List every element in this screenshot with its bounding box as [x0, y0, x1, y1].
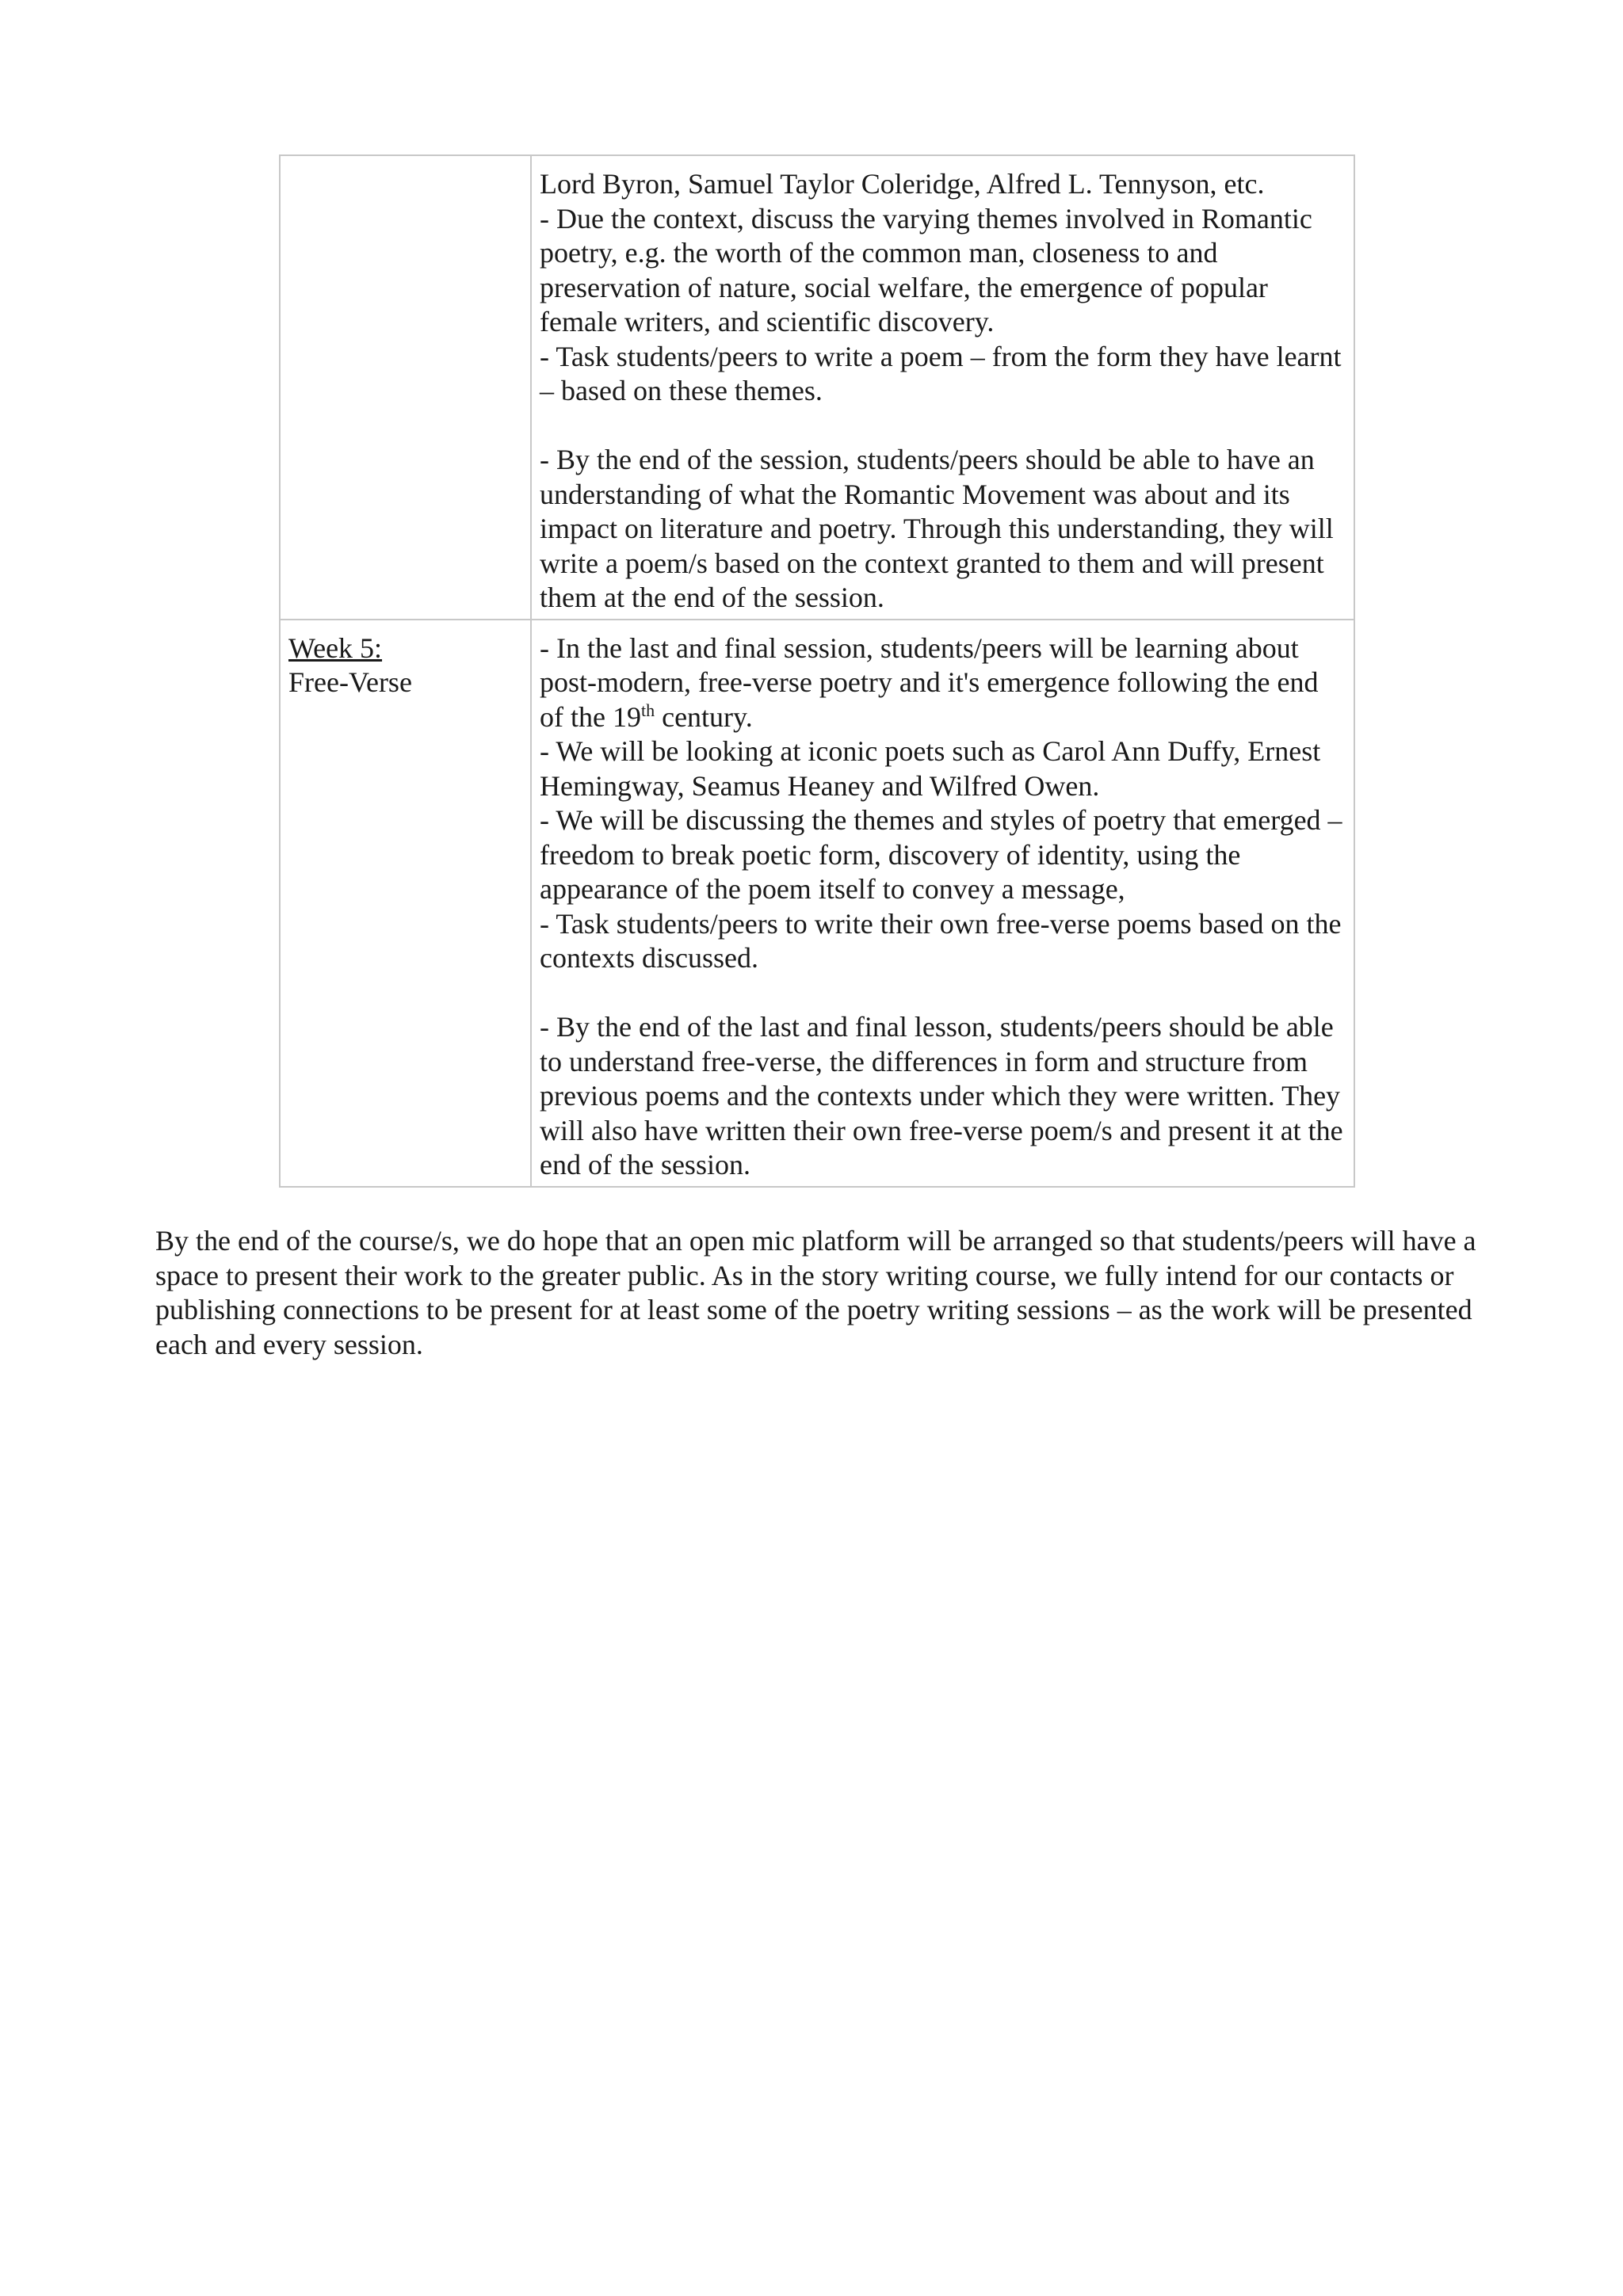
blank-line [540, 976, 1346, 1011]
description-line [540, 631, 1346, 735]
description-line: - Task students/peers to write a poem – from the form they have learnt – based on these themes. [540, 340, 1349, 406]
course-plan-table [279, 154, 1355, 1188]
table-row-week-5 [280, 620, 1354, 1187]
week-cell [280, 155, 531, 620]
description-line: Lord Byron, Samuel Taylor Coleridge, Alfred L. Tennyson, etc. [540, 168, 1265, 200]
description-text: century. [655, 700, 753, 733]
description-text: - In the last and final session, students/peers will be learning about post-modern, free-verse poetry and it's emergence following the end of the 19 [540, 631, 1326, 733]
week-cell [280, 620, 531, 1187]
blank-line [540, 409, 1346, 444]
session-description-cell [531, 620, 1354, 1187]
description-line: - We will be looking at iconic poets such as Carol Ann Duffy, Ernest Hemingway, Seamus Heaney and Wilfred Owen. [540, 735, 1328, 802]
description-line: - Task students/peers to write their own free-verse poems based on the contexts discussed. [540, 907, 1349, 974]
table-row-week-4-continued [280, 155, 1354, 620]
week-topic: Free-Verse [288, 666, 412, 698]
description-line: - Due the context, discuss the varying themes involved in Romantic poetry, e.g. the worth of the common man, closeness to and preservation of nature, social welfare, the emergence of popular female writers, and scientific discovery. [540, 202, 1319, 338]
description-line: - We will be discussing the themes and styles of poetry that emerged – freedom to break poetic form, discovery of identity, using the appearance of the poem itself to convey a message, [540, 804, 1350, 905]
session-description-cell [531, 155, 1354, 620]
session-outcome: - By the end of the session, students/peers should be able to have an understanding of what the Romantic Movement was about and its impact on literature and poetry. Through this understanding, they will write a poem/s based on the context granted to them and will present them at the end of the session. [540, 444, 1341, 613]
ordinal-suffix: th [640, 700, 655, 720]
session-outcome: - By the end of the last and final lesson, students/peers should be able to understand free-verse, the differences in form and structure from previous poems and the contexts under which they were written. They will also have written their own free-verse poem/s and present it at the end of the session. [540, 1011, 1350, 1180]
closing-paragraph: By the end of the course/s, we do hope that an open mic platform will be arranged so that students/peers will have a space to present their work to the greater public. As in the story writing course, we fully intend for our contacts or publishing connections to be present for at least some of the poetry writing sessions – as the work will be presented each and every session. [155, 1225, 1476, 1360]
week-label: Week 5: [288, 631, 383, 664]
